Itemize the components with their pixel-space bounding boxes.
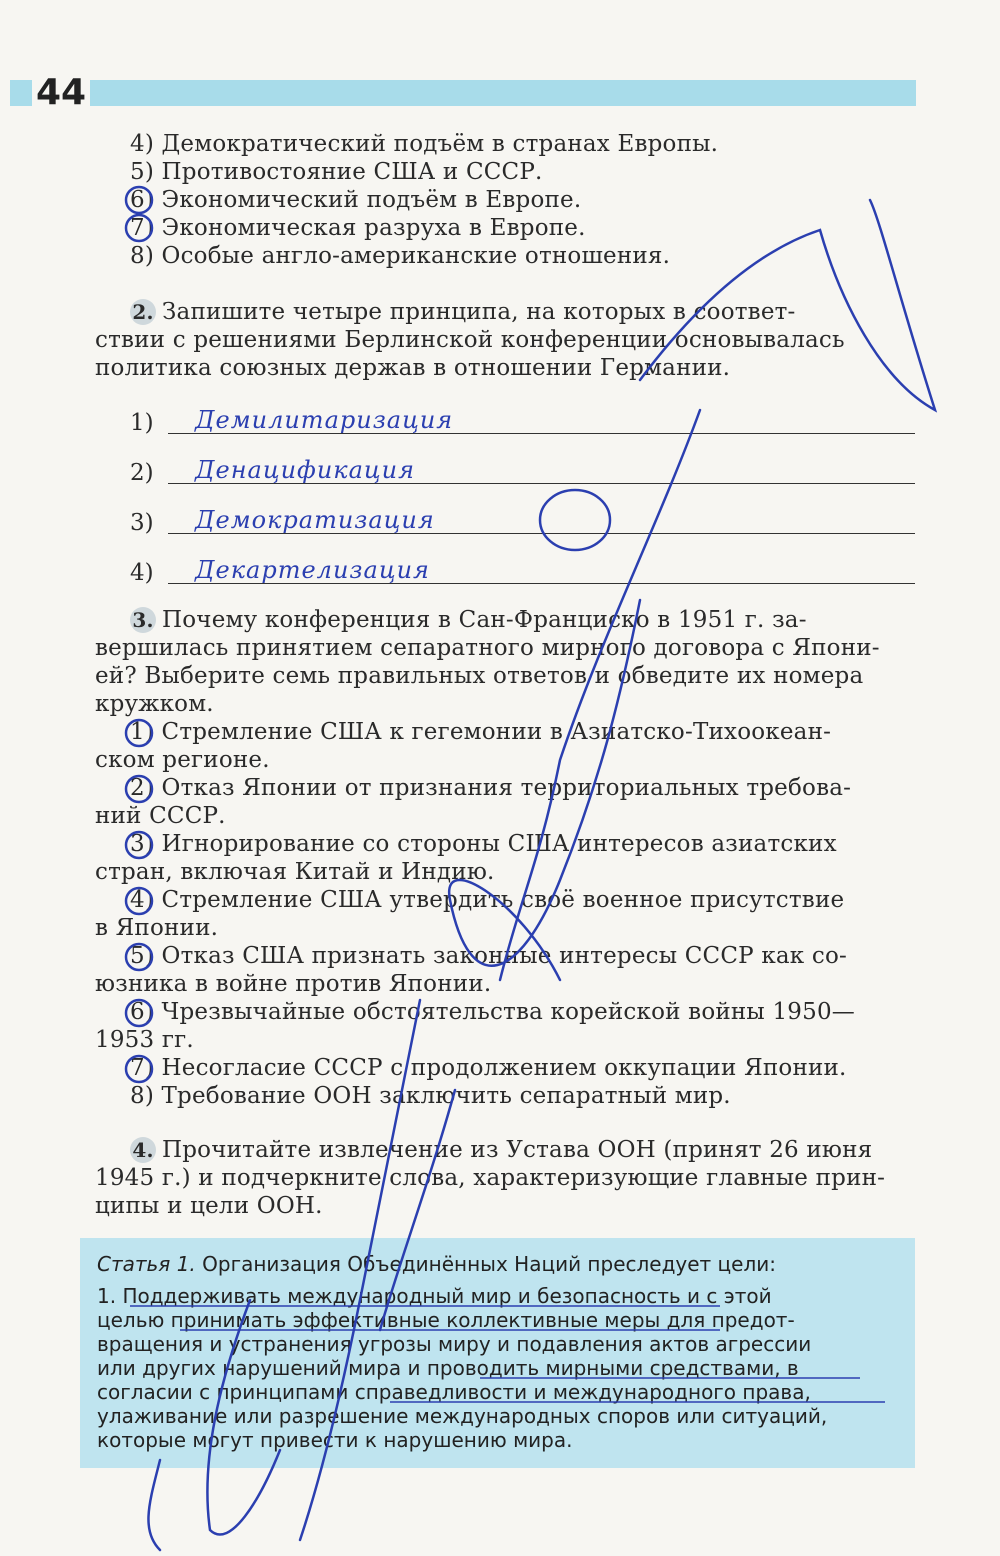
option-3-cont: стран, включая Китай и Индию. — [95, 859, 495, 885]
list-item: 5) Противостояние США и СССР. — [130, 159, 543, 185]
list-item: 8) Особые англо-американские отношения. — [130, 243, 671, 269]
quote-line: улаживание или разрешение международных споров или ситуаций, — [97, 1404, 828, 1428]
answer-row-2[interactable]: 2) Денацификация — [130, 450, 915, 490]
option-3[interactable]: 3) Игнорирование со стороны США интересов азиатских — [130, 831, 837, 857]
task3-line-4: кружком. — [95, 691, 214, 717]
handwritten-answer: Денацификация — [195, 456, 416, 484]
task3-line-2: вершилась принятием сепаратного мирного договора с Япони- — [95, 635, 880, 661]
option-8[interactable]: 8) Требование ООН заключить сепаратный мир. — [130, 1083, 731, 1109]
task4-line-1: 4. Прочитайте извлечение из Устава ООН (принят 26 июня — [130, 1136, 950, 1164]
option-5-cont: юзника в войне против Японии. — [95, 971, 492, 997]
list-item: 4) Демократический подъём в странах Европы. — [130, 131, 719, 157]
option-7[interactable]: 7) Несогласие СССР с продолжением оккупации Японии. — [130, 1055, 847, 1081]
task4-line-3: ципы и цели ООН. — [95, 1193, 323, 1219]
task-number: 4. — [130, 1137, 156, 1163]
task4-line-2: 1945 г.) и подчеркните слова, характеризующие главные прин- — [95, 1165, 886, 1191]
quote-line: вращения и устранения угрозы миру и подавления актов агрессии — [97, 1332, 812, 1356]
option-1[interactable]: 1) Стремление США к гегемонии в Азиатско-Тихоокеан- — [130, 719, 832, 745]
task-number: 3. — [130, 607, 156, 633]
task2-line-1: 2. Запишите четыре принципа, на которых в соответ- — [130, 298, 950, 326]
quote-line: или других нарушений мира и проводить мирными средствами, в — [97, 1356, 799, 1380]
quote-line: которые могут привести к нарушению мира. — [97, 1428, 573, 1452]
option-1-cont: ском регионе. — [95, 747, 270, 773]
option-2-cont: ний СССР. — [95, 803, 226, 829]
task2-line-2: ствии с решениями Берлинской конференции основывалась — [95, 327, 845, 353]
option-2[interactable]: 2) Отказ Японии от признания территориальных требова- — [130, 775, 852, 801]
answer-row-4[interactable]: 4) Декартелизация — [130, 550, 915, 590]
option-4-cont: в Японии. — [95, 915, 219, 941]
quote-heading: Статья 1. Организация Объединённых Наций преследует цели: — [97, 1252, 776, 1276]
answer-row-1[interactable]: 1) Демилитаризация — [130, 400, 915, 440]
page-number: 44 — [36, 72, 87, 113]
quote-line: 1. Поддерживать международный мир и безопасность и с этой — [97, 1284, 772, 1308]
task2-line-3: политика союзных держав в отношении Германии. — [95, 355, 731, 381]
task3-line-1: 3. Почему конференция в Сан-Франциско в 1951 г. за- — [130, 606, 950, 634]
task3-line-3: ей? Выберите семь правильных ответов и обведите их номера — [95, 663, 864, 689]
handwritten-answer: Демилитаризация — [195, 406, 454, 434]
list-item: 6) Экономический подъём в Европе. — [130, 187, 582, 213]
task-number: 2. — [130, 299, 156, 325]
page-header-bar — [90, 80, 916, 106]
quote-line: целью принимать эффективные коллективные меры для предот- — [97, 1308, 795, 1332]
quote-line: согласии с принципами справедливости и международного права, — [97, 1380, 811, 1404]
option-6-cont: 1953 гг. — [95, 1027, 194, 1053]
option-5[interactable]: 5) Отказ США признать законные интересы СССР как со- — [130, 943, 847, 969]
answer-row-3[interactable]: 3) Демократизация — [130, 500, 915, 540]
page-header-bar-left — [10, 80, 32, 106]
handwritten-answer: Демократизация — [195, 506, 435, 534]
option-6[interactable]: 6) Чрезвычайные обстоятельства корейской войны 1950— — [130, 999, 855, 1025]
option-4[interactable]: 4) Стремление США утвердить своё военное присутствие — [130, 887, 845, 913]
handwritten-answer: Декартелизация — [195, 556, 430, 584]
list-item: 7) Экономическая разруха в Европе. — [130, 215, 586, 241]
